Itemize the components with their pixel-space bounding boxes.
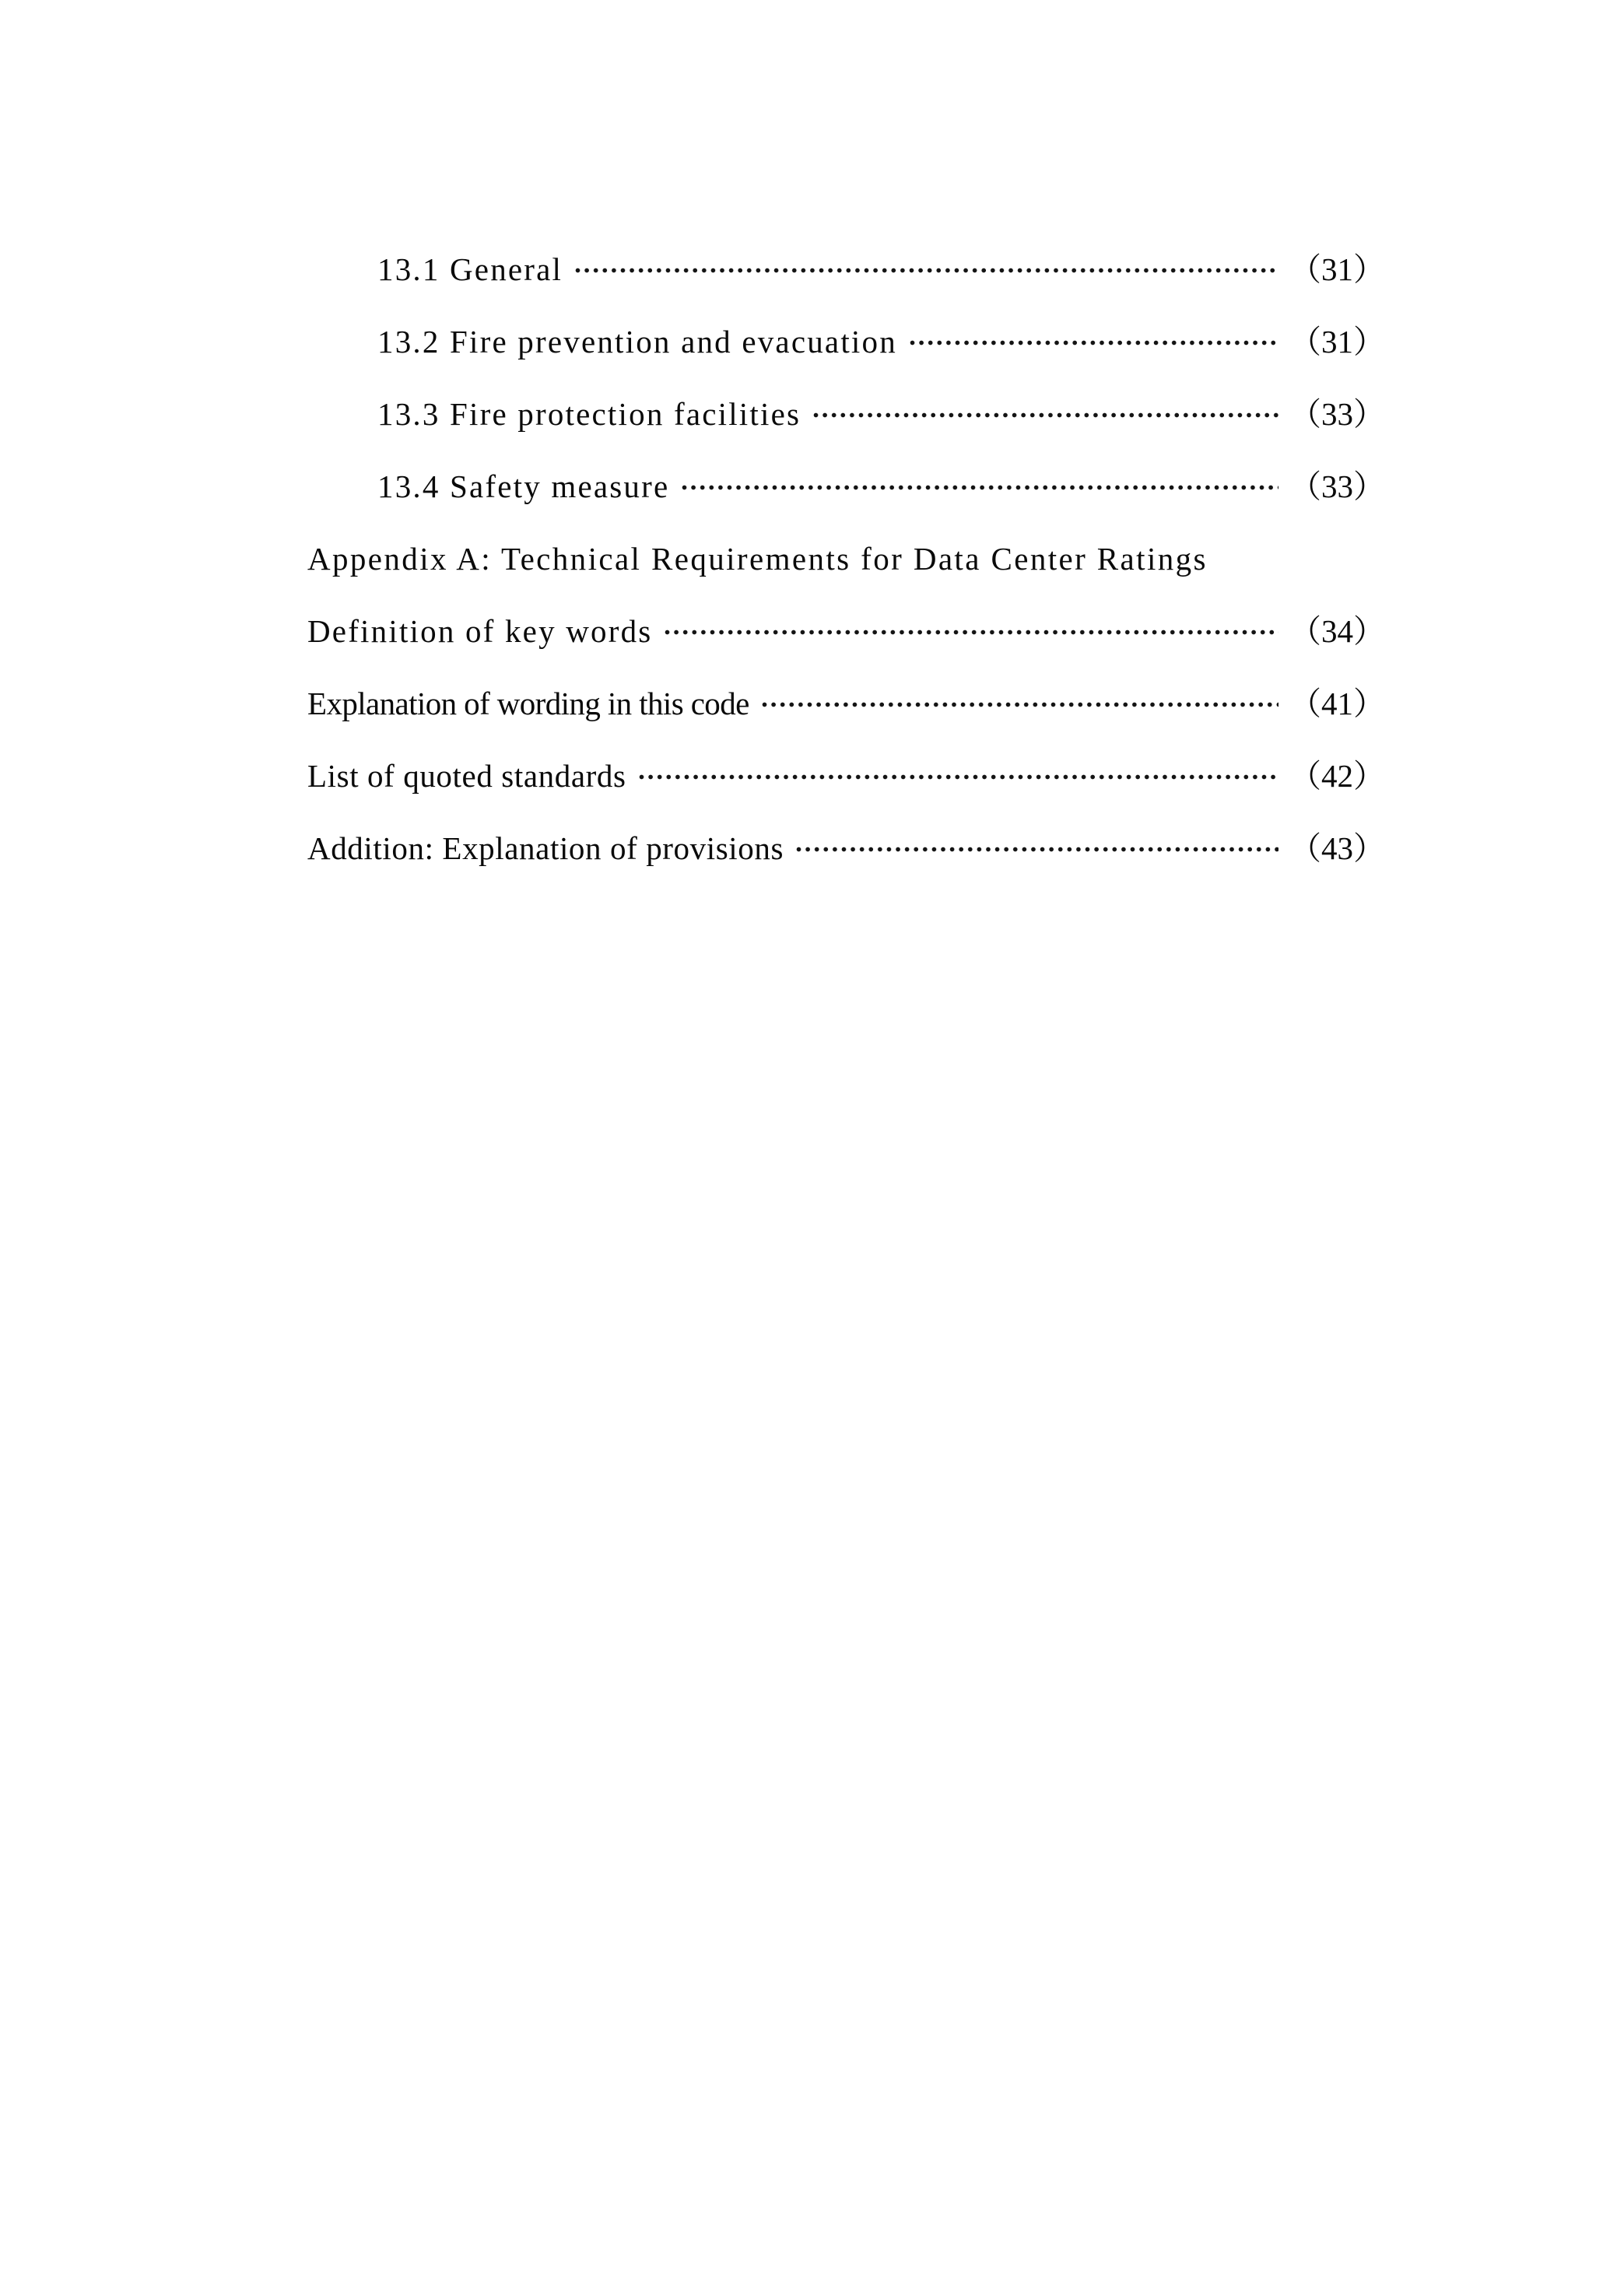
- toc-entry-title: List of quoted standards: [307, 758, 626, 794]
- toc-entry[interactable]: [307, 595, 1385, 668]
- toc-entry[interactable]: [307, 451, 1385, 523]
- toc-entry-title: Explanation of wording in this code: [307, 686, 749, 721]
- toc-entry[interactable]: [307, 378, 1385, 451]
- toc-page-number: （31）: [1289, 251, 1385, 287]
- dot-leader: [762, 682, 1279, 714]
- toc-entry-title: 13.4 Safety measure: [377, 468, 670, 504]
- toc-page-number: （42）: [1289, 758, 1385, 794]
- toc-entry[interactable]: [307, 668, 1385, 740]
- toc-entry[interactable]: [307, 740, 1385, 812]
- toc-page-number: （41）: [1289, 686, 1385, 721]
- dot-leader: [682, 465, 1279, 497]
- toc-entry-title: 13.2 Fire prevention and evacuation: [377, 324, 897, 360]
- dot-leader: [796, 827, 1279, 859]
- toc-page-number: （33）: [1289, 396, 1385, 432]
- dot-leader: [639, 755, 1279, 787]
- table-of-contents: [307, 233, 1385, 885]
- toc-page-number: （43）: [1289, 830, 1385, 866]
- toc-page-number: （33）: [1289, 468, 1385, 504]
- toc-entry-title: Definition of key words: [307, 613, 653, 649]
- toc-entry-title: 13.3 Fire protection facilities: [377, 396, 801, 432]
- toc-entry-title: Appendix A: Technical Requirements for Data Center Ratings: [307, 541, 1208, 577]
- dot-leader: [665, 610, 1279, 642]
- dot-leader: [813, 393, 1279, 425]
- toc-page-number: （34）: [1289, 613, 1385, 649]
- toc-entry[interactable]: [307, 306, 1385, 378]
- dot-leader: [575, 248, 1279, 280]
- toc-entry-title: 13.1 General: [377, 251, 563, 287]
- toc-entry-title: Addition: Explanation of provisions: [307, 830, 784, 866]
- toc-entry[interactable]: [307, 523, 1381, 595]
- toc-page-number: （31）: [1289, 324, 1385, 360]
- toc-entry[interactable]: [307, 812, 1385, 885]
- toc-entry[interactable]: [307, 233, 1385, 306]
- dot-leader: [910, 321, 1279, 353]
